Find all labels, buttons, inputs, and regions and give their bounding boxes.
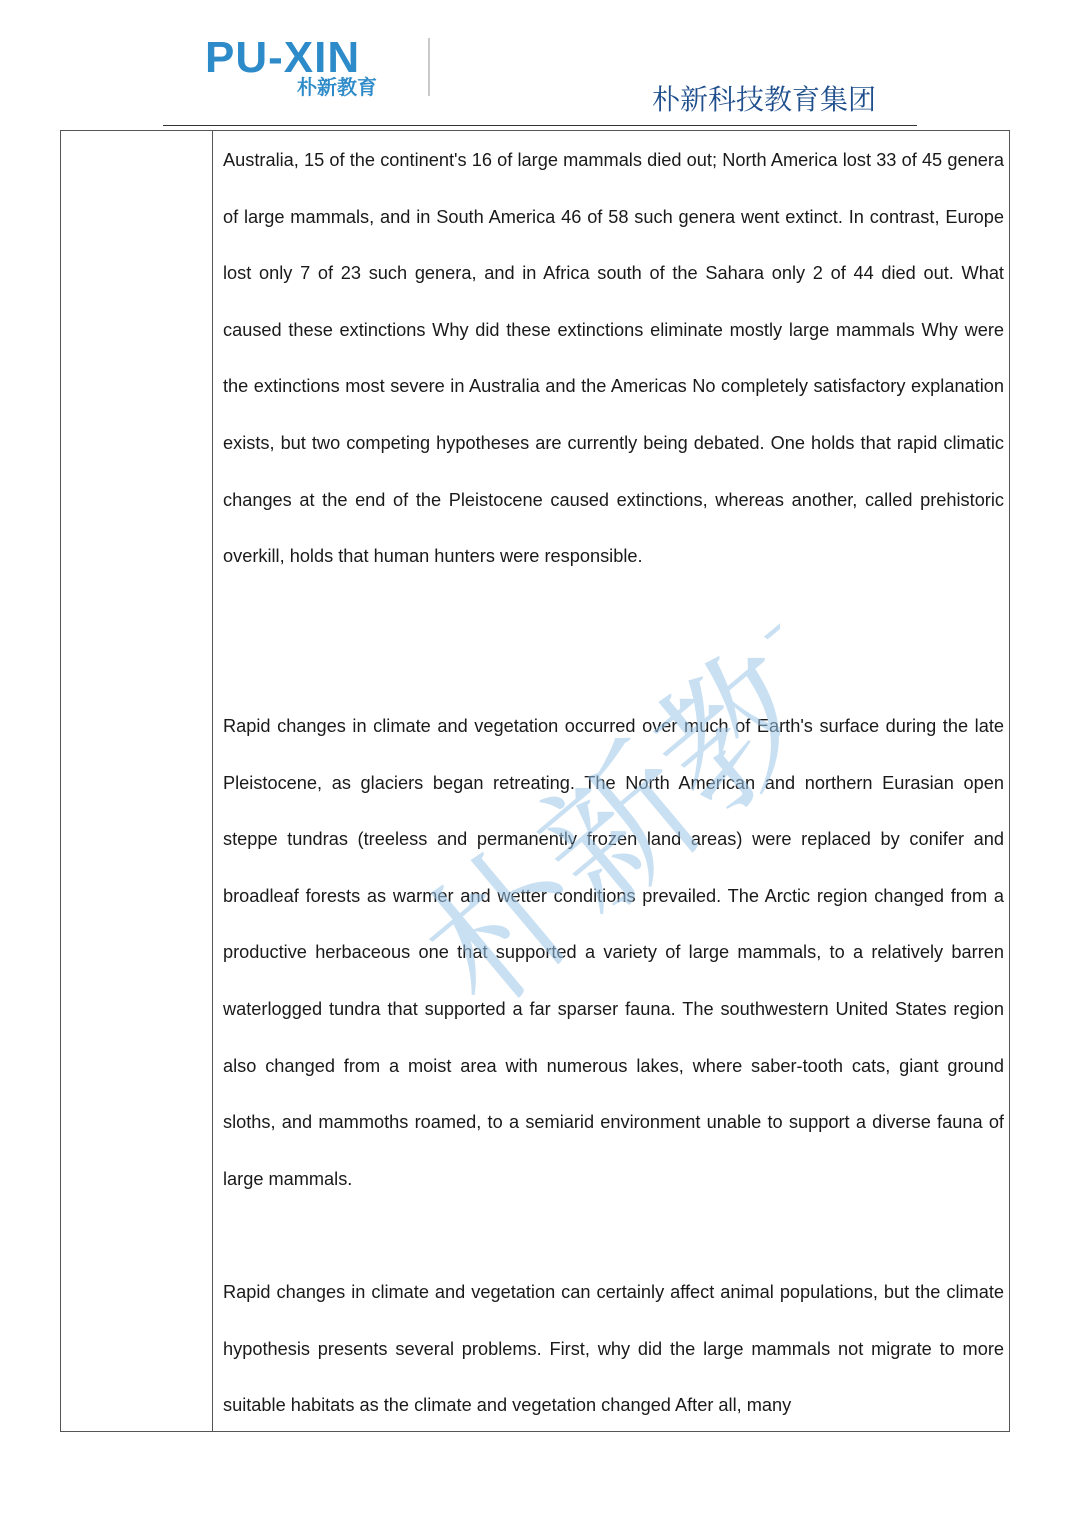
logo-wordmark: PU-XIN	[205, 33, 361, 82]
table-right-cell	[223, 131, 1004, 1431]
passage-paragraph-3: Rapid changes in climate and vegetation can certainly affect animal populations, but the climate hypothesis presents several problems. First, why did the large mammals not migrate to more suitable habitats as the climate and vegetation changed After all, many	[223, 1282, 1004, 1416]
passage-paragraph-1: Australia, 15 of the continent's 16 of large mammals died out; North America lost 33 of 45 genera of large mammals, and in South America 46 of 58 such genera went extinct. In contrast, Europe lost only 7 of 23 such genera, and in Africa south of the Sahara only 2 of 44 died out. What caused these extinctions Why did these extinctions eliminate mostly large mammals Why were the extinctions most severe in Australia and the Americas No completely satisfactory explanation exists, but two competing hypotheses are currently being debated. One holds that rapid climatic changes at the end of the Pleistocene caused extinctions, whereas another, called prehistoric overkill, holds that human hunters were responsible.	[223, 150, 1004, 567]
company-name: 朴新科技教育集团	[652, 83, 877, 116]
header-rule	[163, 125, 917, 126]
page-header	[0, 0, 1080, 130]
puxin-logo	[205, 33, 415, 99]
logo-divider	[428, 38, 430, 96]
passage-paragraph-2: Rapid changes in climate and vegetation occurred over much of Earth's surface during the late Pleistocene, as glaciers began retreating. The North American and northern Eurasian open steppe tundras (treeless and permanently frozen land areas) were replaced by conifer and broadleaf forests as warmer and wetter conditions prevailed. The Arctic region changed from a productive herbaceous one that supported a variety of large mammals, to a relatively barren waterlogged tundra that supported a far sparser fauna. The southwestern United States region also changed from a moist area with numerous lakes, where saber-tooth cats, giant ground sloths, and mammoths roamed, to a semiarid environment unable to support a diverse fauna of large mammals.	[223, 716, 1004, 1189]
content-table	[60, 130, 1010, 1432]
logo-chinese-name: 朴新教育	[297, 75, 377, 99]
table-left-cell	[61, 131, 213, 1431]
watermark-text: 朴新教育	[392, 590, 780, 1010]
